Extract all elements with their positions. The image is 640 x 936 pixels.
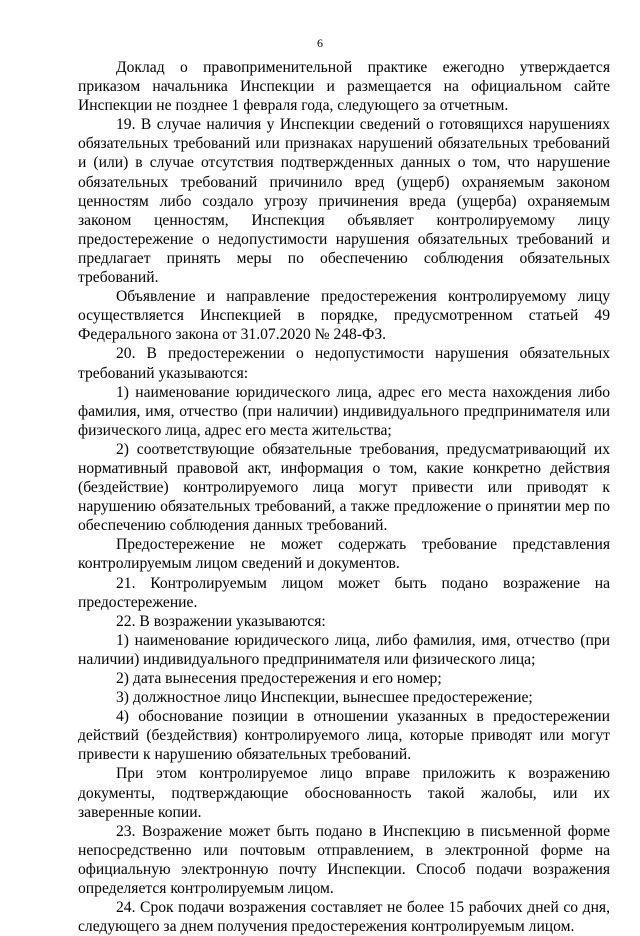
paragraph-22-item-3: 3) должностное лицо Инспекции, вынесшее предостережение; bbox=[116, 689, 533, 707]
paragraph-warning-restriction: Предостережение не может содержать требование представления контролируемым лицом сведений и документов. bbox=[78, 536, 610, 573]
paragraph-20-item-1: 1) наименование юридического лица, адрес его места нахождения либо фамилия, имя, отчество (при наличии) индивидуального предпринимателя или физического лица, адрес его места жительства; bbox=[78, 383, 610, 439]
paragraph-attachments: При этом контролируемое лицо вправе приложить к возражению документы, подтверждающие обоснованность такой жалобы, или их заверенные копии. bbox=[78, 765, 610, 821]
document-body bbox=[78, 58, 610, 936]
paragraph-20: 20. В предостережении о недопустимости нарушения обязательных требований указываются: bbox=[78, 345, 610, 382]
paragraph-24: 24. Срок подачи возражения составляет не более 15 рабочих дней со дня, следующего за днем получения предостережения контролируемым лицом. bbox=[78, 899, 610, 936]
paragraph-22-item-2: 2) дата вынесения предостережения и его номер; bbox=[116, 670, 442, 687]
paragraph-20-item-2: 2) соответствующие обязательные требования, предусматривающий их нормативный правовой акт, информация о том, какие конкретно действия (бездействие) контролируемого лица могут привести или приводят к нарушению обязательных требований, а также предложение о принятии мер по обеспечению соблюдения данных требований. bbox=[78, 440, 610, 535]
paragraph-warning-procedure: Объявление и направление предостережения контролируемому лицу осуществляется Инспекцией в порядке, предусмотренном статьей 49 Федерального закона от 31.07.2020 № 248-ФЗ. bbox=[78, 288, 610, 344]
paragraph-22-item-1: 1) наименование юридического лица, либо фамилия, имя, отчество (при наличии) индивидуального предпринимателя или физического лица; bbox=[78, 631, 610, 668]
paragraph-report-approval: Доклад о правоприменительной практике ежегодно утверждается приказом начальника Инспекции и размещается на официальном сайте Инспекции не позднее 1 февраля года, следующего за отчетным. bbox=[78, 59, 610, 115]
paragraph-21: 21. Контролируемым лицом может быть подано возражение на предостережение. bbox=[78, 574, 610, 611]
paragraph-22-item-4: 4) обоснование позиции в отношении указанных в предостережении действий (бездействия) контролируемого лица, которые приводят или могут привести к нарушению обязательных требований. bbox=[78, 708, 610, 764]
paragraph-22: 22. В возражении указываются: bbox=[116, 612, 326, 630]
paragraph-23: 23. Возражение может быть подано в Инспекцию в письменной форме непосредственно или почтовым отправлением, в электронной форме на официальную электронную почту Инспекции. Способ подачи возражения определяется контролируемым лицом. bbox=[78, 822, 610, 898]
page-number: 6 bbox=[317, 36, 323, 50]
paragraph-19: 19. В случае наличия у Инспекции сведений о готовящихся нарушениях обязательных требований или признаках нарушений обязательных требований и (или) в случае отсутствия подтвержденных данных о том, что нарушение обязательных требований причинило вред (ущерб) охраняемым законом ценностям либо создало угрозу причинения вреда (ущерба) охраняемым законом ценностям, Инспекция объявляет контролируемому лицу предостережение о недопустимости нарушения обязательных требований и предлагает принять меры по обеспечению соблюдения обязательных требований. bbox=[78, 116, 610, 287]
